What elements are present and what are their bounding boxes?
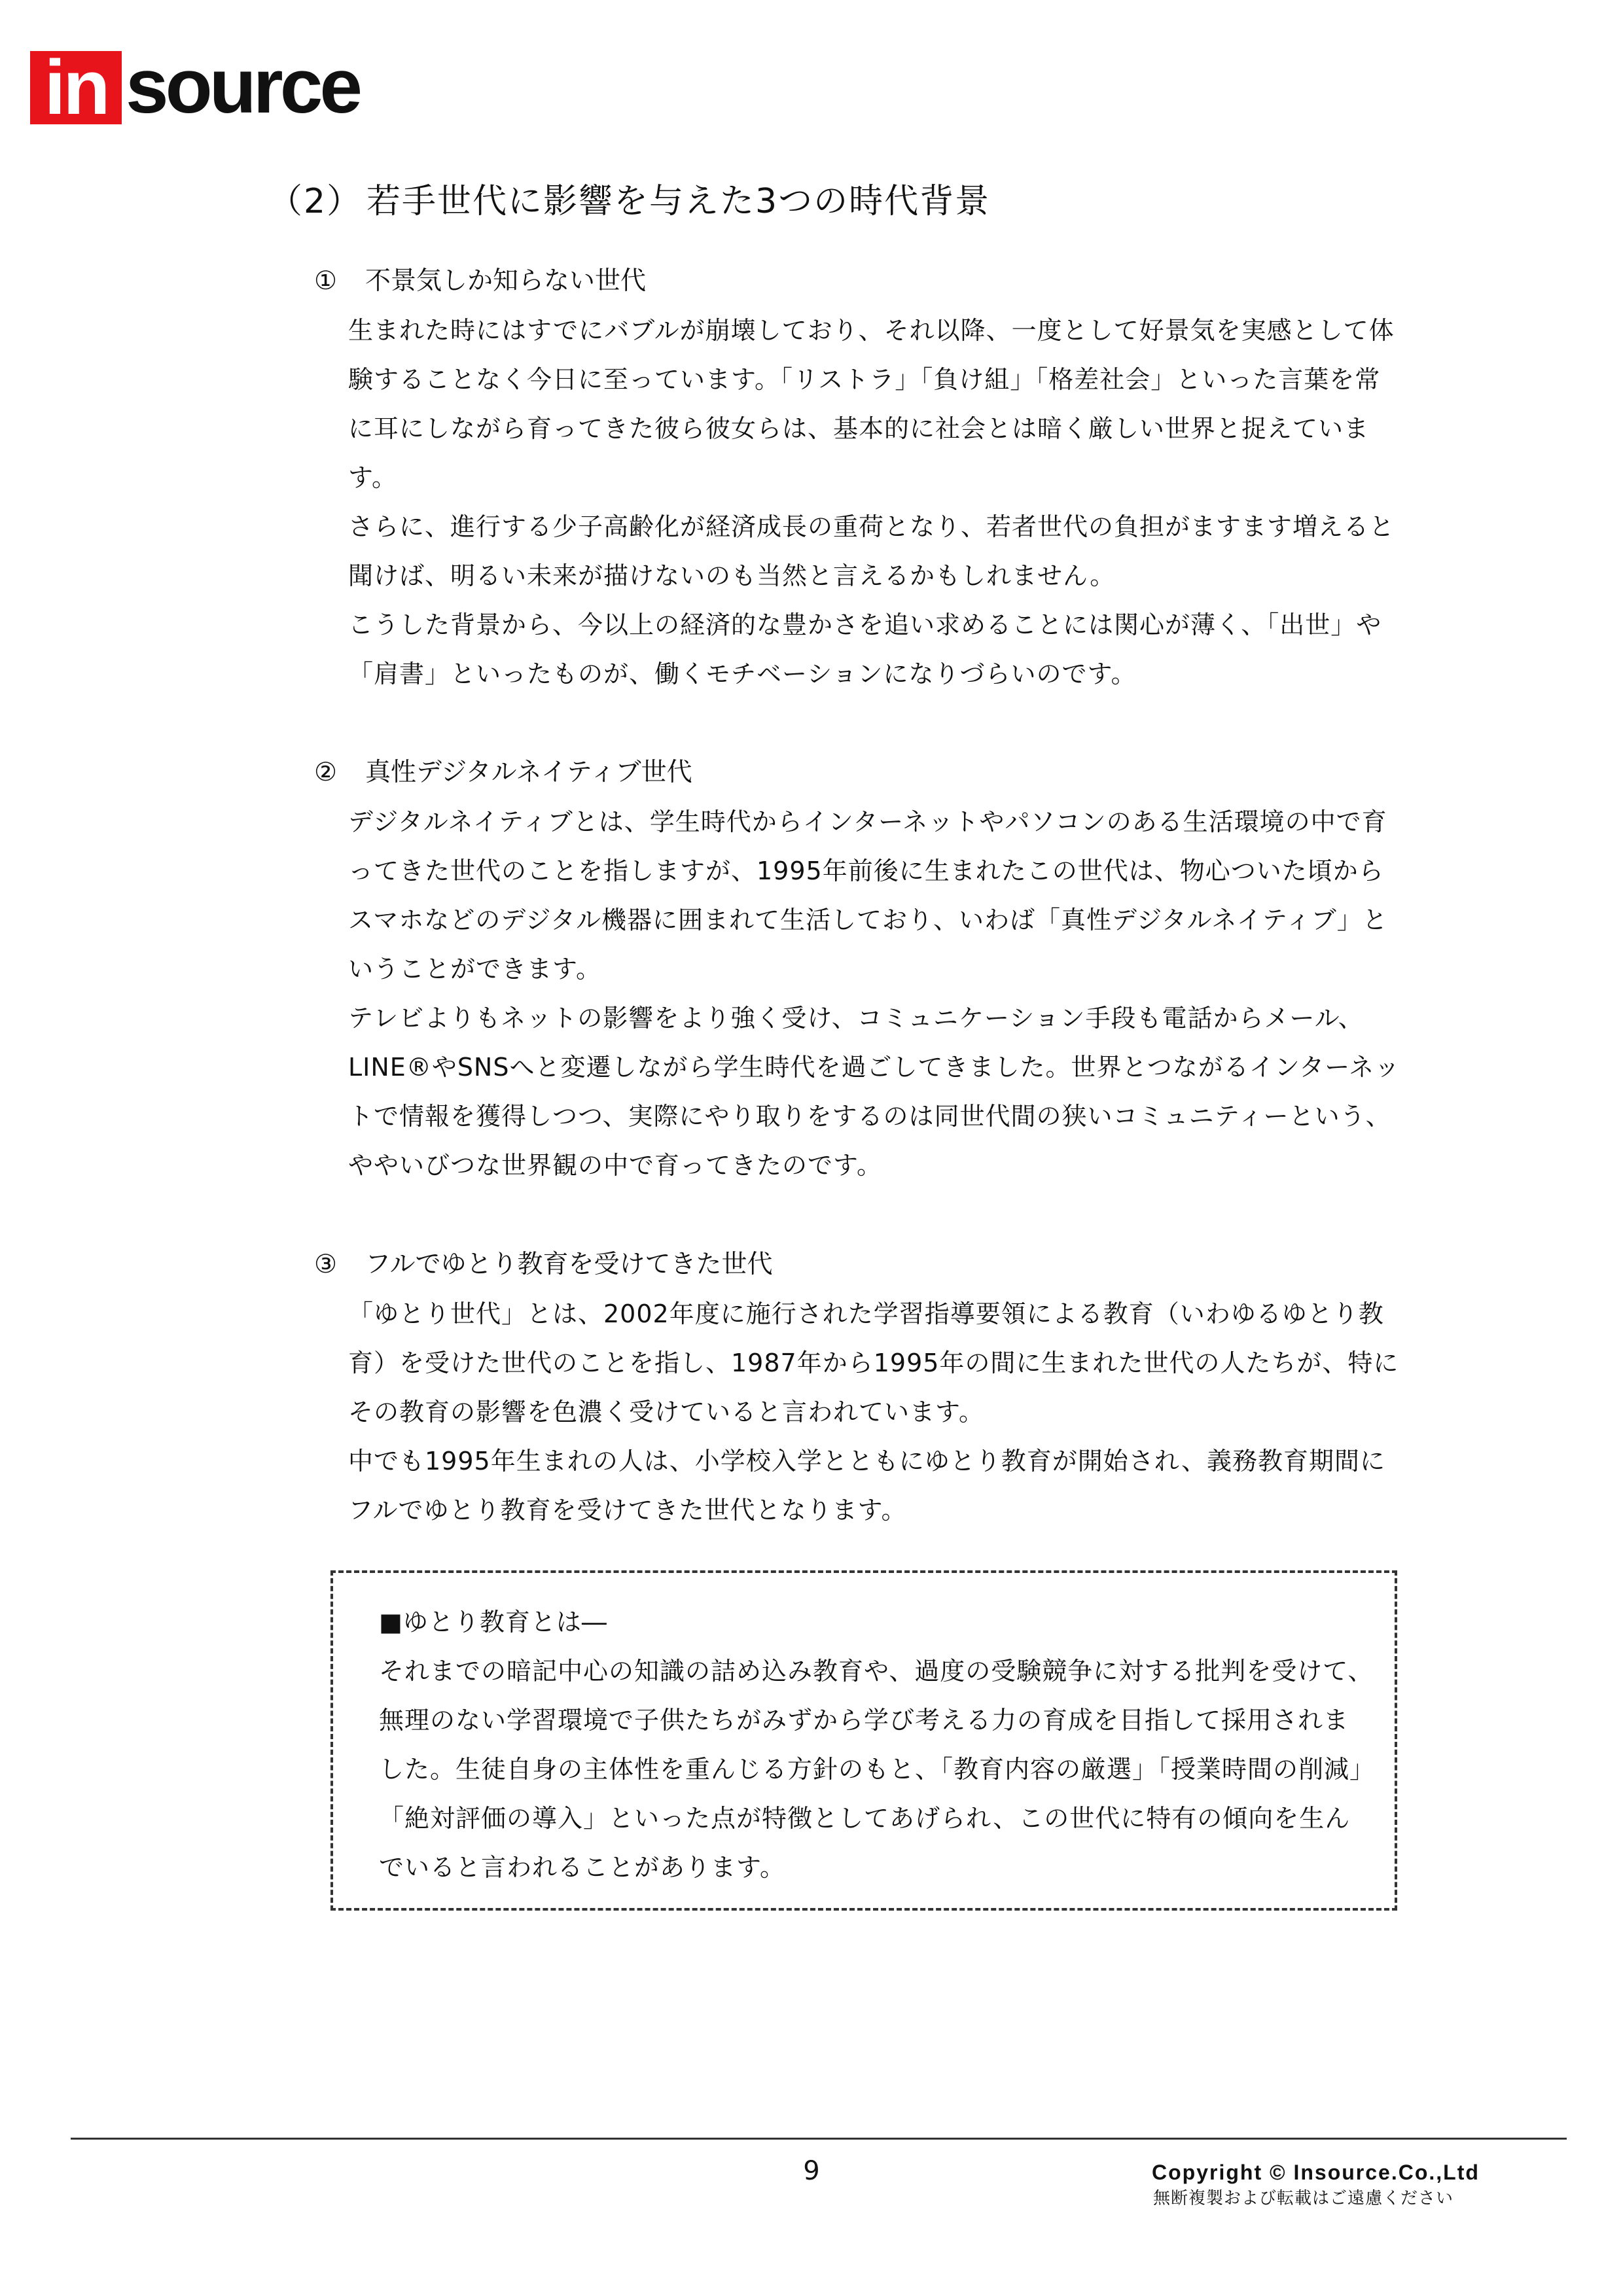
section-1: [314, 256, 1414, 699]
heading-number: （2）: [268, 182, 363, 221]
page-number: 9: [803, 2156, 820, 2186]
note-box: [330, 1570, 1397, 1911]
paragraph: こうした背景から、今以上の経済的な豊かさを追い求めることには関心が薄く、「出世」や「肩書」といったものが、働くモチベーションになりづらいのです。: [348, 610, 1382, 688]
section-heading: [268, 175, 990, 228]
section-3-title-text: フルでゆとり教育を受けてきた世代: [365, 1250, 773, 1279]
section-2: [314, 748, 1414, 1190]
copyright-note: 無断複製および転載はご遠慮ください: [1153, 2189, 1454, 2208]
logo-wordmark: source: [126, 43, 359, 130]
footer-divider: [71, 2138, 1567, 2140]
section-3-mark: ③: [314, 1250, 337, 1279]
note-title: ■ゆとり教育とは―: [379, 1608, 607, 1636]
note-body: それまでの暗記中心の知識の詰め込み教育や、過度の受験競争に対する批判を受けて、無理のない学習環境で子供たちがみずから学び考える力の育成を目指して採用されました。生徒自身の主体性を重んじる方針のもと、「教育内容の厳選」「授業時間の削減」「絶対評価の導入」といった点が特徴としてあげられ、この世代に特有の傾向を生んでいると言われることがあります。: [379, 1657, 1374, 1882]
paragraph: 生まれた時にはすでにバブルが崩壊しており、それ以降、一度として好景気を実感として体験することなく今日に至っています。「リストラ」「負け組」「格差社会」といった言葉を常に耳にしながら育ってきた彼ら彼女らは、基本的に社会とは暗く厳しい世界と捉えています。: [348, 316, 1395, 492]
heading-text: 若手世代に影響を与えた3つの時代背景: [366, 182, 991, 221]
paragraph: さらに、進行する少子高齢化が経済成長の重荷となり、若者世代の負担がますます増えると聞けば、明るい未来が描けないのも当然と言えるかもしれません。: [348, 512, 1395, 590]
section-2-body: [348, 798, 1402, 1190]
section-2-mark: ②: [314, 758, 337, 787]
section-3-body: [348, 1290, 1402, 1535]
section-2-title: [314, 748, 1414, 798]
section-1-body: [348, 306, 1402, 699]
section-1-title: [314, 256, 1414, 306]
paragraph: 「ゆとり世代」とは、2002年度に施行された学習指導要領による教育（いわゆるゆとり教育）を受けた世代のことを指し、1987年から1995年の間に生まれた世代の人たちが、特にその教育の影響を色濃く受けていると言われています。: [348, 1299, 1399, 1426]
section-3: [314, 1240, 1414, 1535]
note-content: [379, 1598, 1374, 1892]
section-1-mark: ①: [314, 266, 337, 296]
section-2-title-text: 真性デジタルネイティブ世代: [365, 758, 692, 787]
paragraph: 中でも1995年生まれの人は、小学校入学とともにゆとり教育が開始され、義務教育期間にフルでゆとり教育を受けてきた世代となります。: [348, 1447, 1385, 1525]
paragraph: デジタルネイティブとは、学生時代からインターネットやパソコンのある生活環境の中で育ってきた世代のことを指しますが、1995年前後に生まれたこの世代は、物心ついた頃からスマホなどのデジタル機器に囲まれて生活しており、いわば「真性デジタルネイティブ」ということができます。: [348, 807, 1388, 983]
section-1-title-text: 不景気しか知らない世代: [365, 266, 647, 296]
paragraph: テレビよりもネットの影響をより強く受け、コミュニケーション手段も電話からメール、LINE®やSNSへと変遷しながら学生時代を過ごしてきました。世界とつながるインターネットで情報を獲得しつつ、実際にやり取りをするのは同世代間の狭いコミュニティーという、ややいびつな世界観の中で育ってきたのです。: [348, 1004, 1400, 1180]
logo-mark: in: [30, 51, 122, 124]
section-3-title: [314, 1240, 1414, 1290]
copyright-text: Copyright © Insource.Co.,Ltd: [1152, 2161, 1480, 2184]
